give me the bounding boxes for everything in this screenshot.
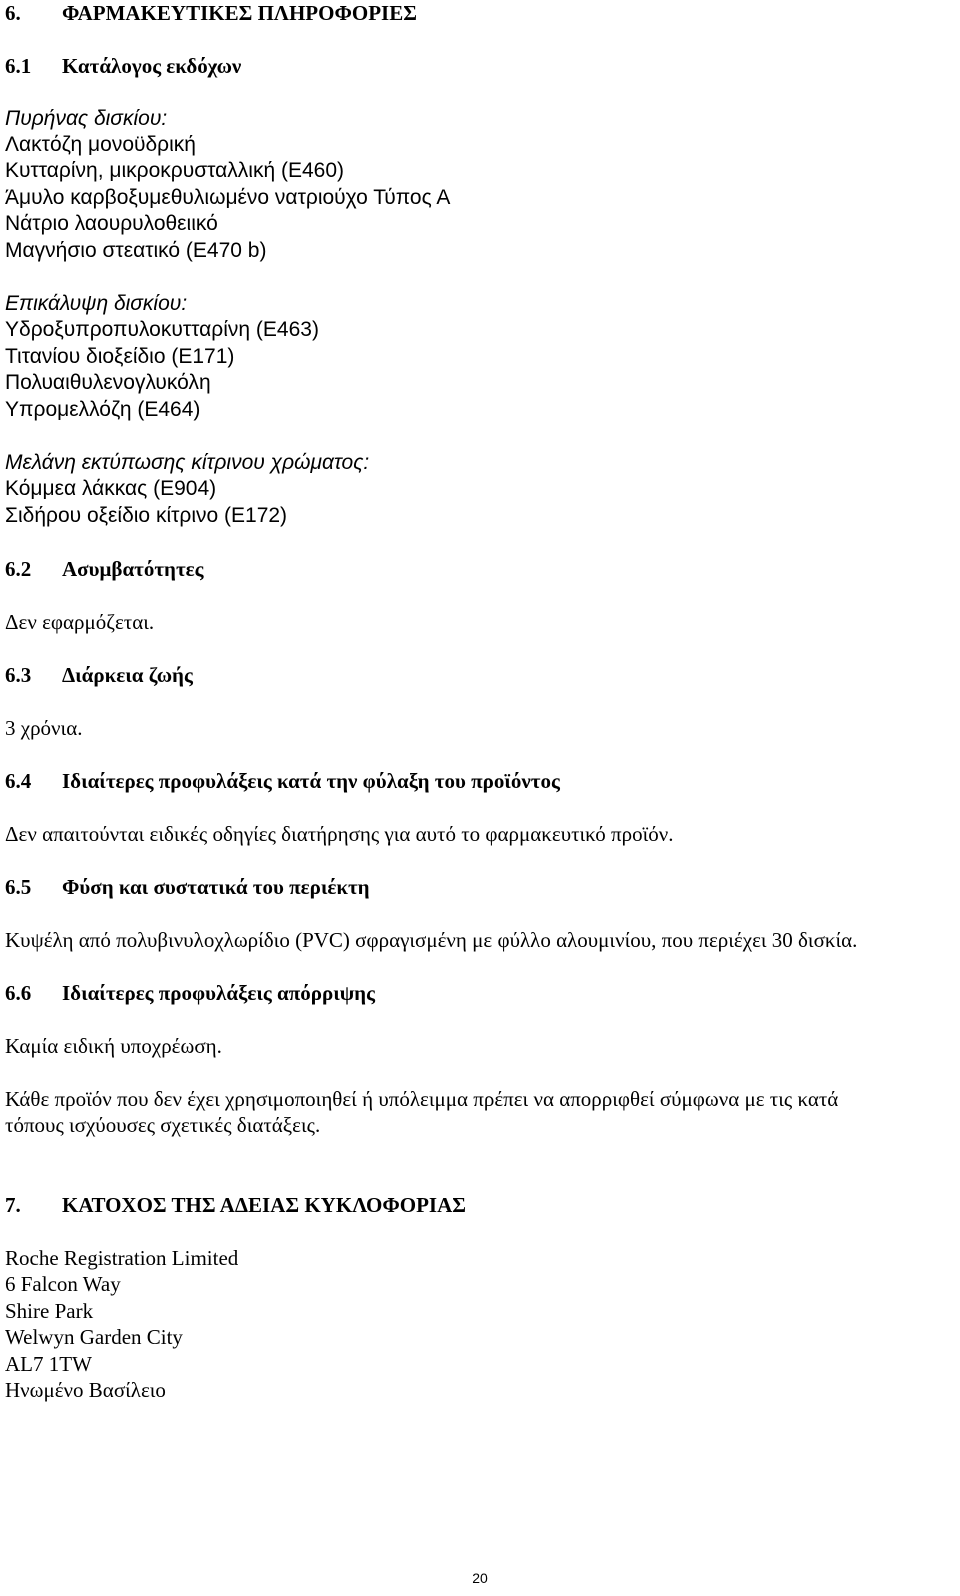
subsection-number: 6.5 (5, 875, 32, 899)
subsection-number: 6.4 (5, 769, 32, 793)
subsection-title: Φύση και συστατικά του περιέκτη (62, 875, 370, 899)
page-number: 20 (472, 1570, 488, 1586)
subsection-6-6-text: τόπους ισχύουσες σχετικές διατάξεις. (5, 1113, 321, 1137)
subsection-title: Ιδιαίτερες προφυλάξεις κατά την φύλαξη του προϊόντος (62, 769, 560, 793)
subsection-6-2-text: Δεν εφαρμόζεται. (5, 610, 155, 634)
subsection-6-5-text: Κυψέλη από πολυβινυλοχλωρίδιο (PVC) σφραγισμένη με φύλλο αλουμινίου, που περιέχει 30 δισκία. (5, 928, 858, 952)
excipient-item: Σιδήρου οξείδιο κίτρινο (E172) (5, 504, 288, 527)
subsection-title: Κατάλογος εκδόχων (62, 54, 242, 78)
subsection-6-3-heading (5, 662, 193, 688)
address-line: Shire Park (5, 1299, 94, 1323)
excipient-item: Λακτόζη μονοϋδρική (5, 133, 196, 156)
subsection-number: 6.2 (5, 557, 32, 581)
subsection-title: Διάρκεια ζωής (62, 663, 193, 687)
section-7-title: ΚΑΤΟΧΟΣ ΤΗΣ ΑΔΕΙΑΣ ΚΥΚΛΟΦΟΡΙΑΣ (62, 1193, 466, 1217)
section-6-number: 6. (5, 1, 21, 25)
address-line: Ηνωμένο Βασίλειο (5, 1378, 166, 1402)
excipient-item: Κόμμεα λάκκας (E904) (5, 477, 217, 500)
address-line: AL7 1TW (5, 1352, 92, 1376)
excipient-item: Κυτταρίνη, μικροκρυσταλλική (E460) (5, 159, 345, 182)
section-6-title: ΦΑΡΜΑΚΕΥΤΙΚΕΣ ΠΛΗΡΟΦΟΡΙΕΣ (62, 1, 417, 25)
excipient-item: Τιτανίου διοξείδιο (E171) (5, 345, 235, 368)
subsection-6-2-heading (5, 556, 203, 582)
subsection-6-4-text: Δεν απαιτούνται ειδικές οδηγίες διατήρησης για αυτό το φαρμακευτικό προϊόν. (5, 822, 674, 846)
address-line: Roche Registration Limited (5, 1246, 239, 1270)
excipient-item: Πολυαιθυλενογλυκόλη (5, 371, 211, 394)
excipient-item: Άμυλο καρβοξυμεθυλιωμένο νατριούχο Τύπος Α (5, 186, 451, 209)
subsection-number: 6.6 (5, 981, 32, 1005)
subsection-title: Ασυμβατότητες (62, 557, 204, 581)
ink-label: Μελάνη εκτύπωσης κίτρινου χρώματος: (5, 451, 370, 474)
address-line: Welwyn Garden City (5, 1325, 183, 1349)
subsection-6-1-heading (5, 53, 241, 79)
address-line: 6 Falcon Way (5, 1272, 121, 1296)
excipient-item: Νάτριο λαουρυλοθειικό (5, 212, 218, 235)
section-7-heading (5, 1192, 466, 1218)
subsection-6-3-text: 3 χρόνια. (5, 716, 83, 740)
subsection-number: 6.3 (5, 663, 32, 687)
core-label: Πυρήνας δισκίου: (5, 107, 168, 130)
section-7-number: 7. (5, 1193, 21, 1217)
excipient-item: Μαγνήσιο στεατικό (E470 b) (5, 239, 267, 262)
subsection-6-4-heading (5, 768, 560, 794)
subsection-6-5-heading (5, 874, 370, 900)
section-6-heading (5, 0, 417, 26)
subsection-title: Ιδιαίτερες προφυλάξεις απόρριψης (62, 981, 375, 1005)
coating-label: Επικάλυψη δισκίου: (5, 292, 188, 315)
subsection-6-6-heading (5, 980, 375, 1006)
subsection-number: 6.1 (5, 54, 32, 78)
excipient-item: Υδροξυπροπυλοκυτταρίνη (E463) (5, 318, 319, 341)
subsection-6-6-text: Καμία ειδική υποχρέωση. (5, 1034, 222, 1058)
excipient-item: Υπρομελλόζη (E464) (5, 398, 201, 421)
subsection-6-6-text: Κάθε προϊόν που δεν έχει χρησιμοποιηθεί ή υπόλειμμα πρέπει να απορριφθεί σύμφωνα με τις κατά (5, 1087, 839, 1111)
